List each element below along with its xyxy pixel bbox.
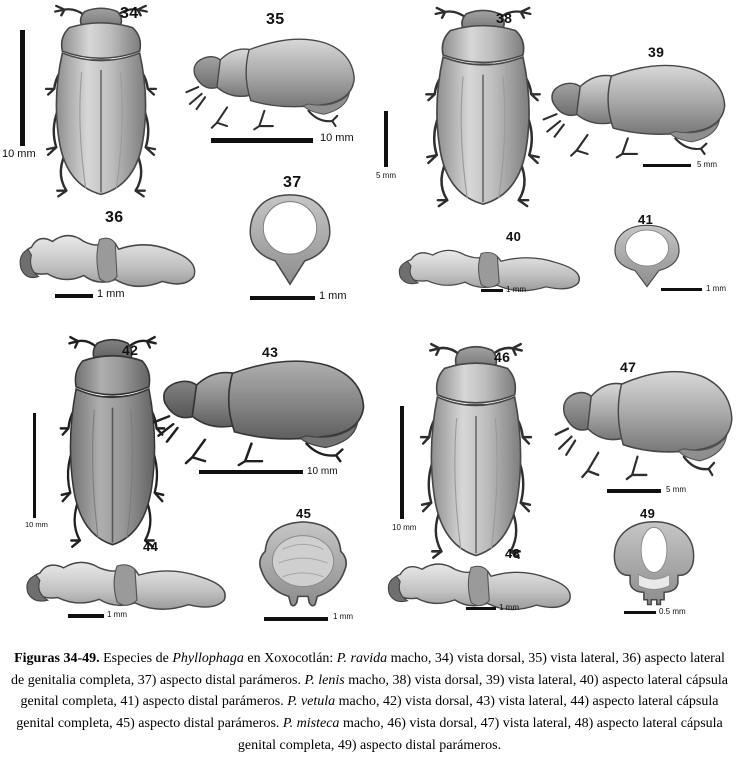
scale-label-37: 1 mm [319, 290, 347, 302]
scale-label-44: 1 mm [107, 610, 127, 619]
figure-number-44: 44 [143, 539, 159, 554]
parameres-distal-fig37-illustration [244, 190, 336, 292]
scale-bar-44 [68, 614, 104, 618]
scale-bar-47 [607, 489, 661, 493]
scale-bar-39 [643, 164, 691, 167]
figure-number-34: 34 [120, 5, 139, 22]
figure-number-49: 49 [640, 506, 656, 521]
figure-number-36: 36 [105, 209, 124, 226]
genitalia-lateral-fig36-illustration [14, 220, 206, 298]
caption-segment: en Xoxocotlán: [243, 651, 337, 666]
figure-number-45: 45 [296, 506, 312, 521]
scale-bar-42 [33, 413, 36, 518]
scale-label-40: 1 mm [506, 285, 526, 294]
parameres-distal-fig41-illustration [610, 222, 684, 292]
figure-number-40: 40 [506, 229, 522, 244]
beetle-dorsal-fig38-illustration [420, 6, 546, 212]
caption-segment: Phyllophaga [172, 651, 244, 666]
scale-label-48: 1 mm [499, 603, 519, 612]
figure-number-41: 41 [638, 212, 654, 227]
scale-label-47: 5 mm [666, 485, 686, 494]
caption-segment: P. lenis [304, 672, 345, 688]
scale-bar-40 [481, 289, 503, 292]
beetle-lateral-fig35-illustration [183, 26, 361, 132]
beetle-lateral-fig43-illustration [150, 346, 372, 468]
scale-label-43: 10 mm [307, 466, 338, 477]
parameres-distal-fig49-illustration [608, 518, 700, 612]
scale-bar-35 [211, 138, 313, 143]
scale-bar-45 [264, 617, 328, 621]
genitalia-lateral-fig44-illustration [20, 548, 238, 620]
scale-bar-37 [250, 296, 315, 300]
caption-segment: Figuras 34-49. [14, 651, 100, 666]
scale-label-42: 10 mm [25, 520, 48, 529]
scale-bar-48 [466, 607, 496, 610]
scale-label-41: 1 mm [706, 284, 726, 293]
scale-bar-36 [55, 294, 93, 298]
figure-number-46: 46 [494, 349, 511, 365]
caption-segment: P. ravida [336, 651, 388, 666]
caption-segment: macho, 38) vista dorsal, 39) vista lateral, 40) aspecto lateral cápsula genital completa, 41) aspecto distal parámeros. [20, 672, 729, 710]
caption-segment: macho, 34) vista dorsal, 35) vista lateral, 36) aspecto lateral de genitalia completa, 37) aspecto distal parámeros. [10, 651, 725, 688]
beetle-lateral-fig39-illustration [540, 52, 732, 160]
scale-label-46: 10 mm [392, 523, 417, 532]
scale-bar-46 [400, 406, 404, 519]
caption-segment: Especies de [99, 651, 173, 666]
caption-segment: macho, 42) vista dorsal, 43) vista lateral, 44) aspecto lateral cápsula genital completa, 45) aspecto distal parámeros. [16, 694, 719, 732]
scale-label-36: 1 mm [97, 288, 125, 300]
scale-bar-38 [384, 111, 388, 167]
scale-bar-43 [199, 470, 303, 474]
scale-label-34: 10 mm [2, 148, 36, 160]
figure-number-35: 35 [266, 11, 285, 28]
scale-label-38: 5 mm [376, 171, 396, 180]
caption-segment: P. vetula [287, 694, 336, 710]
figure-number-48: 48 [505, 546, 521, 561]
caption-segment: macho, 46) vista dorsal, 47) vista lateral, 48) aspecto lateral cápsula genital completa, 49) aspecto distal parámeros. [237, 716, 723, 753]
caption-segment: P. misteca [282, 716, 340, 732]
beetle-lateral-fig47-illustration [552, 356, 739, 482]
figure-caption [8, 648, 731, 756]
scale-label-35: 10 mm [320, 132, 354, 144]
beetle-dorsal-fig34-illustration [40, 4, 162, 202]
figure-number-43: 43 [262, 344, 279, 360]
figure-number-42: 42 [122, 342, 139, 358]
scale-label-39: 5 mm [697, 160, 717, 169]
parameres-distal-fig45-illustration [252, 516, 354, 614]
scale-label-49: 0.5 mm [659, 607, 686, 616]
figure-number-38: 38 [496, 10, 513, 26]
scale-label-45: 1 mm [333, 612, 353, 621]
scale-bar-34 [20, 30, 25, 146]
scale-bar-49 [624, 611, 656, 614]
figure-number-39: 39 [648, 44, 665, 60]
beetle-dorsal-fig46-illustration [415, 342, 537, 564]
figure-number-47: 47 [620, 359, 637, 375]
figure-number-37: 37 [283, 174, 302, 191]
scale-bar-41 [661, 288, 702, 291]
